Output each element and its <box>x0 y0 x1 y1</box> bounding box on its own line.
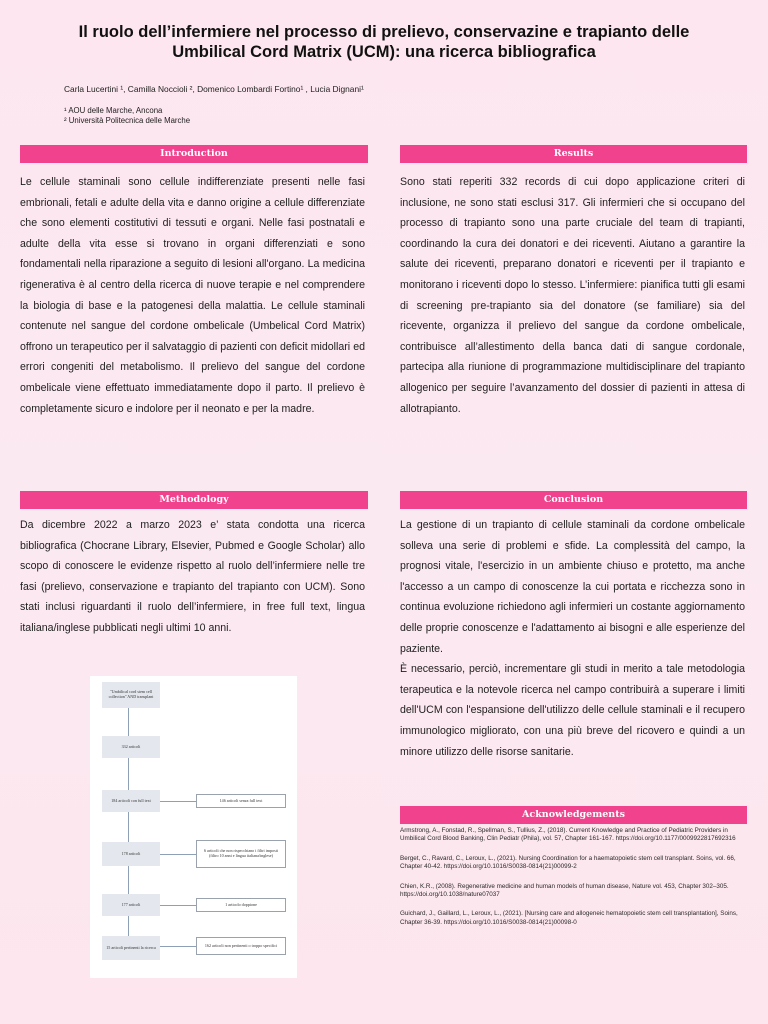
introduction-text <box>20 172 365 419</box>
flow-branch <box>160 905 196 906</box>
flow-side-box-excluded-filters: 6 articoli che non rispecchiano i filtri imposti (filtro 10 anni e lingua italiana/inglese) <box>196 840 286 868</box>
references-list <box>400 827 745 938</box>
reference-item: Guichard, J., Gaillard, L., Leroux, L., (2021). [Nursing care and allogeneic hematopoietic stem cell transplantation], Soins, Chapter 36-39. https://doi.org/10.1016/S0038-0814(21)00098-0 <box>400 910 738 926</box>
acknowledgements-heading: Acknowledgements <box>400 806 747 824</box>
reference-item: Berget, C., Ravard, C., Leroux, L., (2021). Nursing Coordination for a haematopoietic stem cell transplant. Soins, vol. 66, Chapter 40-42. https://doi.org/10.1016/S0038-0814(21)00099-2 <box>400 854 736 871</box>
affiliation-1: ¹ AOU delle Marche, Ancona <box>64 106 163 115</box>
introduction-heading: Introduction <box>20 145 368 163</box>
flow-box-filtered: 178 articoli <box>102 842 160 866</box>
prisma-flowchart <box>90 676 297 978</box>
conclusion-paragraph-2: È necessario, perciò, incrementare gli studi in merito a tale metodologia terapeutica e la notevole ricerca nel campo contribuirà a superare i limiti dell'UCM con l'espansione dell'utilizzo delle cellule staminali e il recupero immunologico migliorato, con una più breve del ricovero e quindi a un minore utilizzo delle risorse sanitarie. <box>400 663 745 758</box>
flow-box-records: 332 articoli <box>102 736 160 758</box>
flow-branch <box>160 801 196 802</box>
flow-side-box-excluded-fulltext: 146 articoli senza full text <box>196 794 286 808</box>
flow-box-included: 15 articoli pertinenti la ricerca <box>102 936 160 960</box>
flow-branch <box>160 946 196 947</box>
conclusion-heading: Conclusion <box>400 491 747 509</box>
affiliations <box>64 106 190 126</box>
flow-box-query: "Umbilical cord stem cell collection" AND transplant <box>102 682 160 708</box>
conclusion-text <box>400 515 745 762</box>
reference-item: Armstrong, A., Fonstad, R., Spellman, S., Tullius, Z., (2018). Current Knowledge and Practice of Pediatric Providers in Umbilical Cord Blood Banking, Clin Pediatr (Phila), vol. 57, Chapter 161-167. https://doi.org/10.1177/0009922817692316 <box>400 827 736 843</box>
results-heading: Results <box>400 145 747 163</box>
results-paragraph: Sono stati reperiti 332 records di cui dopo applicazione criteri di inclusione, ne sono stati esclusi 317. Gli infermieri che si occupano del processo di trapianto sono una parte cruciale del team di trapianti, coordinando la cura dei donatori e dei riceventi. Aiutano a garantire la salute dei riceventi, preparano donatori e riceventi per il trapianto e monitorano i riceventi dopo lo stesso. L’infermiere: pianifica tutti gli esami di screening pre-trapianto sia del donatore (se familiare) sia del ricevente, organizza il prelievo del sangue da cordone ombelicale, contribuisce all’allestimento della banca dati di sangue cordonale, partecipa alla riunione di programmazione multidisciplinare del trapianto allogenico per seguire l’avanzamento del dossier di pazienti in attesa di allotrapianto. <box>400 176 745 415</box>
title-line-2: Umbilical Cord Matrix (UCM): una ricerca bibliografica <box>172 43 596 61</box>
results-text <box>400 172 745 419</box>
title-line-1: Il ruolo dell’infermiere nel processo di prelievo, conservazine e trapianto delle <box>78 23 690 41</box>
poster-title <box>40 22 728 62</box>
flow-side-box-not-pertinent: 162 articoli non pertinenti o troppo specifici <box>196 937 286 955</box>
affiliation-2: ² Università Politecnica delle Marche <box>64 116 191 125</box>
authors: Carla Lucertini ¹, Camilla Noccioli ², Domenico Lombardi Fortino¹ , Lucia Dignani¹ <box>64 84 364 94</box>
methodology-heading: Methodology <box>20 491 368 509</box>
conclusion-paragraph-1: La gestione di un trapianto di cellule staminali da cordone ombelicale solleva una serie di problemi e sfide. La complessità del campo, la prognosi vitale, l'esercizio in un ambiente chiuso e protetto, ma anche l'accesso a un campo di conoscenze la cui portata e ricchezza sono in continua evoluzione richiedono agli infermieri un costante aggiornamento delle proprie conoscenze e l'adattamento ai bisogni e alle esperienze del paziente. <box>400 519 745 655</box>
methodology-text <box>20 515 365 639</box>
reference-item: Chien, K.R., (2008). Regenerative medicine and human models of human disease, Nature vol. 453, Chapter 302–305. https://doi.org/10.1038/nature07037 <box>400 882 729 899</box>
flow-box-deduplicated: 177 articoli <box>102 894 160 916</box>
flow-side-box-duplicate: 1 articolo doppione <box>196 898 286 912</box>
introduction-paragraph: Le cellule staminali sono cellule indifferenziate presenti nelle fasi embrionali, fetali e adulte della vita e danno origine a cellule differenziate che sono elementi costitutivi di tessuti e organi. Nelle fasi postnatali e adulte della vita esse si trovano in organi differenziati e sono fondamentali nella riparazione a seguito di lesioni all'organo. La medicina rigenerativa è al centro della ricerca di nuove terapie e nel comprendere la biologia di base e la patogenesi della malattia. Le cellule staminali contenute nel sangue del cordone ombelicale (Umbelical Cord Matrix) offrono un terapeutico per il salvataggio di pazienti con deficit midollari ed errori congeniti del metabolismo. Il prelievo del sangue del cordone ombelicale viene effettuato immediatamente dopo il parto. Il prelievo è completamente sicuro e indolore per il neonato e per la madre. <box>20 176 365 415</box>
methodology-paragraph: Da dicembre 2022 a marzo 2023 e’ stata condotta una ricerca bibliografica (Chocrane Library, Elsevier, Pubmed e Google Scholar) allo scopo di conoscere le evidenze rispetto al ruolo dell’infermiere nelle tre fasi (prelievo, conservazione e trapianto del trapianto con UCM). Sono stati inclusi riguardanti il ruolo dell’infermiere, in free full text, lingua italiana/inglese pubblicati negli ultimi 10 anni. <box>20 519 365 634</box>
flow-box-fulltext: 184 articoli con full text <box>102 790 160 812</box>
flow-branch <box>160 854 196 855</box>
